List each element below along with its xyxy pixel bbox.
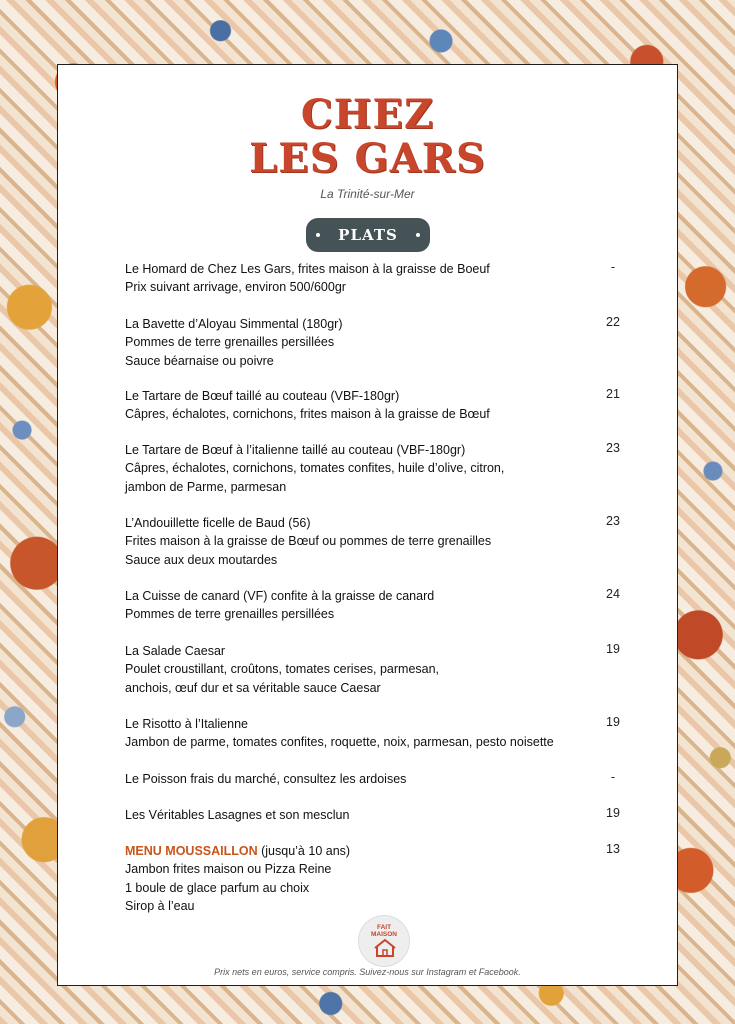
dish-desc: Sirop à l’eau xyxy=(125,898,195,913)
location: La Trinité-sur-Mer xyxy=(320,187,415,201)
dish-price: 22 xyxy=(606,315,620,329)
menu-card xyxy=(57,64,678,986)
dish-price: 24 xyxy=(606,587,620,601)
dish-item xyxy=(125,514,625,569)
footer-note: Prix nets en euros, service compris. Suivez-nous sur Instagram et Facebook. xyxy=(214,967,521,977)
dish-desc: Câpres, échalotes, cornichons, frites maison à la graisse de Bœuf xyxy=(125,407,490,422)
dish-price: 23 xyxy=(606,514,620,528)
dish-item xyxy=(125,642,625,697)
logo-line-1: CHEZ xyxy=(300,91,435,138)
dish-item xyxy=(125,260,625,297)
dish-price: 19 xyxy=(606,642,620,656)
dish-name: Le Homard de Chez Les Gars xyxy=(125,262,292,276)
dish-item xyxy=(125,715,625,752)
dish-price: - xyxy=(610,770,616,784)
dish-price: - xyxy=(610,260,616,274)
dish-desc: Prix suivant arrivage, environ 500/600gr xyxy=(125,280,346,295)
restaurant-logo xyxy=(58,93,677,181)
dish-name: MENU MOUSSAILLON xyxy=(125,844,258,858)
dish-desc: Sauce béarnaise ou poivre xyxy=(125,353,274,368)
dish-desc: jambon de Parme, parmesan xyxy=(125,479,287,494)
dish-price: 23 xyxy=(606,441,620,455)
dish-extra: (VBF-180gr) xyxy=(393,443,466,457)
dish-price: 19 xyxy=(606,715,620,729)
dish-name: Le Tartare de Bœuf taillé au couteau xyxy=(125,389,327,403)
dish-extra: (180gr) xyxy=(298,317,343,331)
dish-name: Le Poisson frais du marché xyxy=(125,772,277,786)
dish-name: La Bavette d’Aloyau Simmental xyxy=(125,317,299,331)
dish-desc: Poulet croustillant, croûtons, tomates cerises, parmesan, xyxy=(125,662,440,677)
dish-extra: , consultez les ardoises xyxy=(276,772,407,786)
dish-extra: (VBF-180gr) xyxy=(326,389,400,403)
dish-item xyxy=(125,842,625,915)
dish-name: L’Andouillette ficelle de Baud (56) xyxy=(125,516,311,530)
fait-maison-line-2: MAISON xyxy=(371,931,397,938)
dish-desc: anchois, œuf dur et sa véritable sauce Caesar xyxy=(125,680,381,695)
dish-price: 19 xyxy=(606,806,620,820)
dish-desc: Pommes de terre grenailles persillées xyxy=(125,607,335,622)
fait-maison-badge xyxy=(358,915,410,967)
dish-item xyxy=(125,806,625,824)
dish-desc: Jambon de parme, tomates confites, roquette, noix, parmesan, pesto noisette xyxy=(125,735,554,750)
dish-name: Le Risotto à l’Italienne xyxy=(125,717,248,731)
dish-name: Les Véritables Lasagnes et son mesclun xyxy=(125,808,350,822)
section-badge xyxy=(306,218,430,252)
dish-price: 21 xyxy=(606,387,620,401)
dish-name: Le Tartare de Bœuf à l’italienne taillé au couteau xyxy=(125,443,393,457)
dish-item xyxy=(125,587,625,624)
dish-item xyxy=(125,387,625,424)
dish-desc: Jambon frites maison ou Pizza Reine xyxy=(125,862,332,877)
dish-desc: 1 boule de glace parfum au choix xyxy=(125,880,310,895)
dish-item xyxy=(125,315,625,370)
dish-desc: Sauce aux deux moutardes xyxy=(125,552,278,567)
fait-maison-line-1: FAIT xyxy=(376,924,392,931)
dish-name: La Salade Caesar xyxy=(125,644,226,658)
badge-dot-icon xyxy=(416,233,420,237)
section-title: PLATS xyxy=(338,226,398,244)
dish-desc: Câpres, échalotes, cornichons, tomates confites, huile d’olive, citron, xyxy=(125,461,505,476)
dish-desc: Frites maison à la graisse de Bœuf ou pommes de terre grenailles xyxy=(125,534,492,549)
badge-dot-icon xyxy=(316,233,320,237)
house-icon xyxy=(373,938,397,958)
dish-item xyxy=(125,441,625,496)
dish-extra: (jusqu’à 10 ans) xyxy=(257,844,351,858)
dish-extra: , frites maison à la graisse de Boeuf xyxy=(291,262,490,276)
dish-price: 13 xyxy=(606,842,620,856)
logo-line-2: LES GARS xyxy=(249,135,486,182)
dish-item xyxy=(125,770,625,788)
dish-name: La Cuisse de canard (VF) confite à la graisse de canard xyxy=(125,589,435,603)
dish-desc: Pommes de terre grenailles persillées xyxy=(125,335,335,350)
